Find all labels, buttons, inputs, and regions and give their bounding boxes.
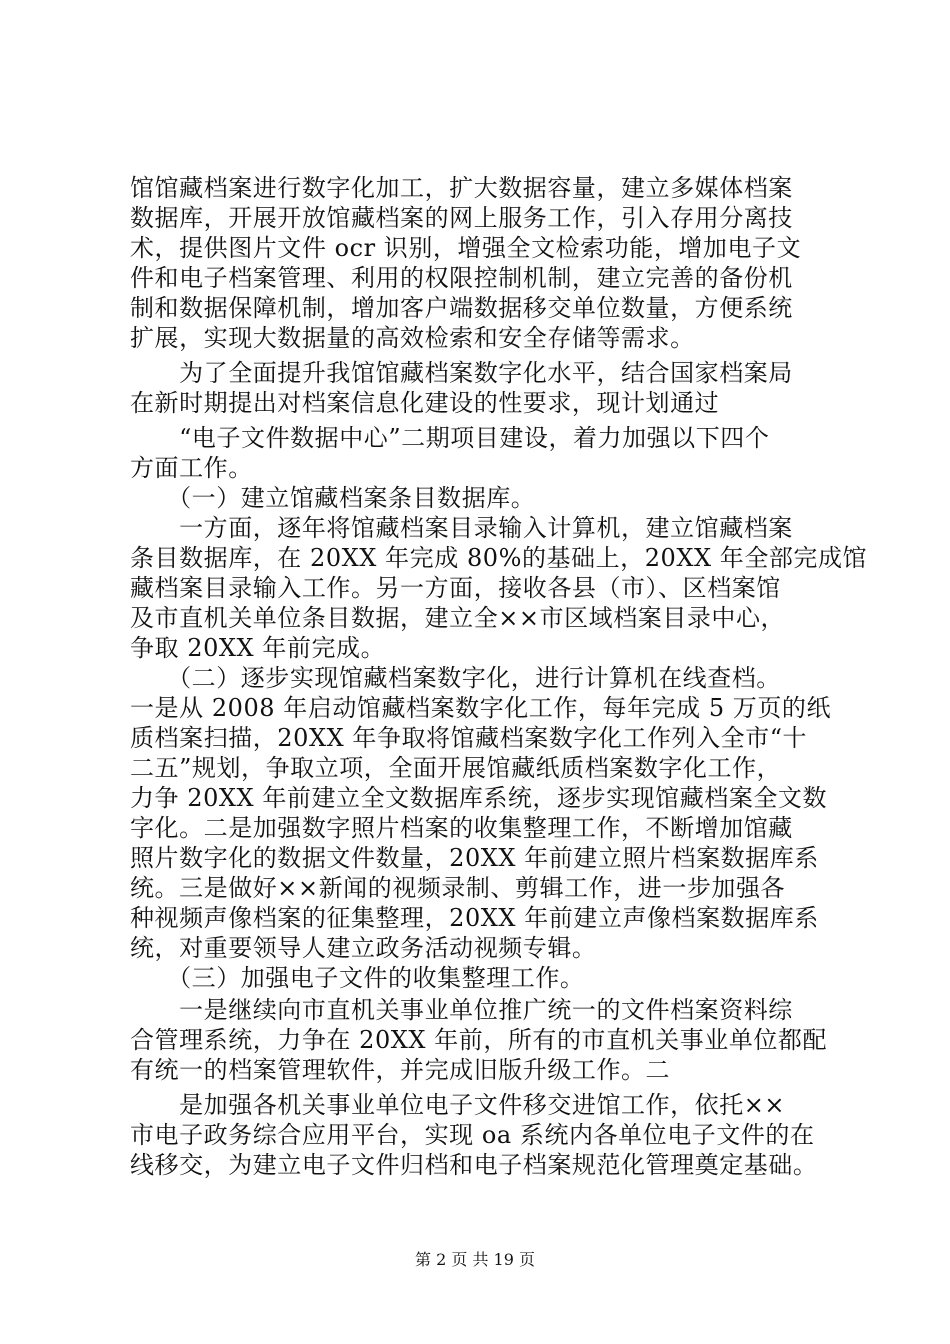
page-footer: 第 2 页 共 19 页: [415, 1250, 535, 1269]
text-line: 争取 20XX 年前完成。: [130, 634, 386, 662]
text-line: 为了全面提升我馆馆藏档案数字化水平，结合国家档案局: [130, 359, 793, 387]
text-line: 统。三是做好××新闻的视频录制、剪辑工作，进一步加强各: [130, 874, 786, 902]
text-line: 市电子政务综合应用平台，实现 oa 系统内各单位电子文件的在: [130, 1121, 815, 1149]
text-line: 藏档案目录输入工作。另一方面，接收各县（市）、区档案馆: [130, 574, 781, 602]
text-line: 统，对重要领导人建立政务活动视频专辑。: [130, 934, 597, 962]
text-line: 件和电子档案管理、利用的权限控制机制，建立完善的备份机: [130, 264, 793, 292]
section-heading: （二）逐步实现馆藏档案数字化，进行计算机在线查档。: [130, 664, 781, 692]
text-line: 术，提供图片文件 ocr 识别，增强全文检索功能，增加电子文: [130, 234, 802, 262]
text-line: 在新时期提出对档案信息化建设的性要求，现计划通过: [130, 389, 720, 417]
text-line: “电子文件数据中心”二期项目建设，着力加强以下四个: [130, 424, 770, 452]
text-line: 一是继续向市直机关事业单位推广统一的文件档案资料综: [130, 996, 793, 1024]
text-line: 是加强各机关事业单位电子文件移交进馆工作，依托××: [130, 1091, 786, 1119]
text-line: 照片数字化的数据文件数量，20XX 年前建立照片档案数据库系: [130, 844, 819, 872]
text-line: 及市直机关单位条目数据，建立全××市区域档案目录中心，: [130, 604, 786, 632]
text-line: 二五”规划，争取立项，全面开展馆藏纸质档案数字化工作，: [130, 754, 782, 782]
text-line: 数据库，开展开放馆藏档案的网上服务工作，引入存用分离技: [130, 204, 793, 232]
section-heading: （一）建立馆藏档案条目数据库。: [130, 484, 536, 512]
text-line: 扩展，实现大数据量的高效检索和安全存储等需求。: [130, 324, 695, 352]
text-line: 馆馆藏档案进行数字化加工，扩大数据容量，建立多媒体档案: [130, 174, 793, 202]
text-line: 方面工作。: [130, 454, 253, 482]
text-line: 有统一的档案管理软件，并完成旧版升级工作。二: [130, 1056, 671, 1084]
section-heading: （三）加强电子文件的收集整理工作。: [130, 964, 585, 992]
text-line: 字化。二是加强数字照片档案的收集整理工作，不断增加馆藏: [130, 814, 793, 842]
text-line: 制和数据保障机制，增加客户端数据移交单位数量，方便系统: [130, 294, 793, 322]
text-line: 种视频声像档案的征集整理，20XX 年前建立声像档案数据库系: [130, 904, 819, 932]
text-line: 线移交，为建立电子文件归档和电子档案规范化管理奠定基础。: [130, 1151, 818, 1179]
text-line: 力争 20XX 年前建立全文数据库系统，逐步实现馆藏档案全文数: [130, 784, 828, 812]
text-line: 质档案扫描，20XX 年争取将馆藏档案数字化工作列入全市“十: [130, 724, 808, 752]
text-line: 一是从 2008 年启动馆藏档案数字化工作，每年完成 5 万页的纸: [130, 694, 832, 722]
text-line: 条目数据库，在 20XX 年完成 80%的基础上，20XX 年全部完成馆: [130, 544, 868, 572]
text-line: 合管理系统，力争在 20XX 年前，所有的市直机关事业单位都配: [130, 1026, 828, 1054]
text-line: 一方面，逐年将馆藏档案目录输入计算机，建立馆藏档案: [130, 514, 793, 542]
